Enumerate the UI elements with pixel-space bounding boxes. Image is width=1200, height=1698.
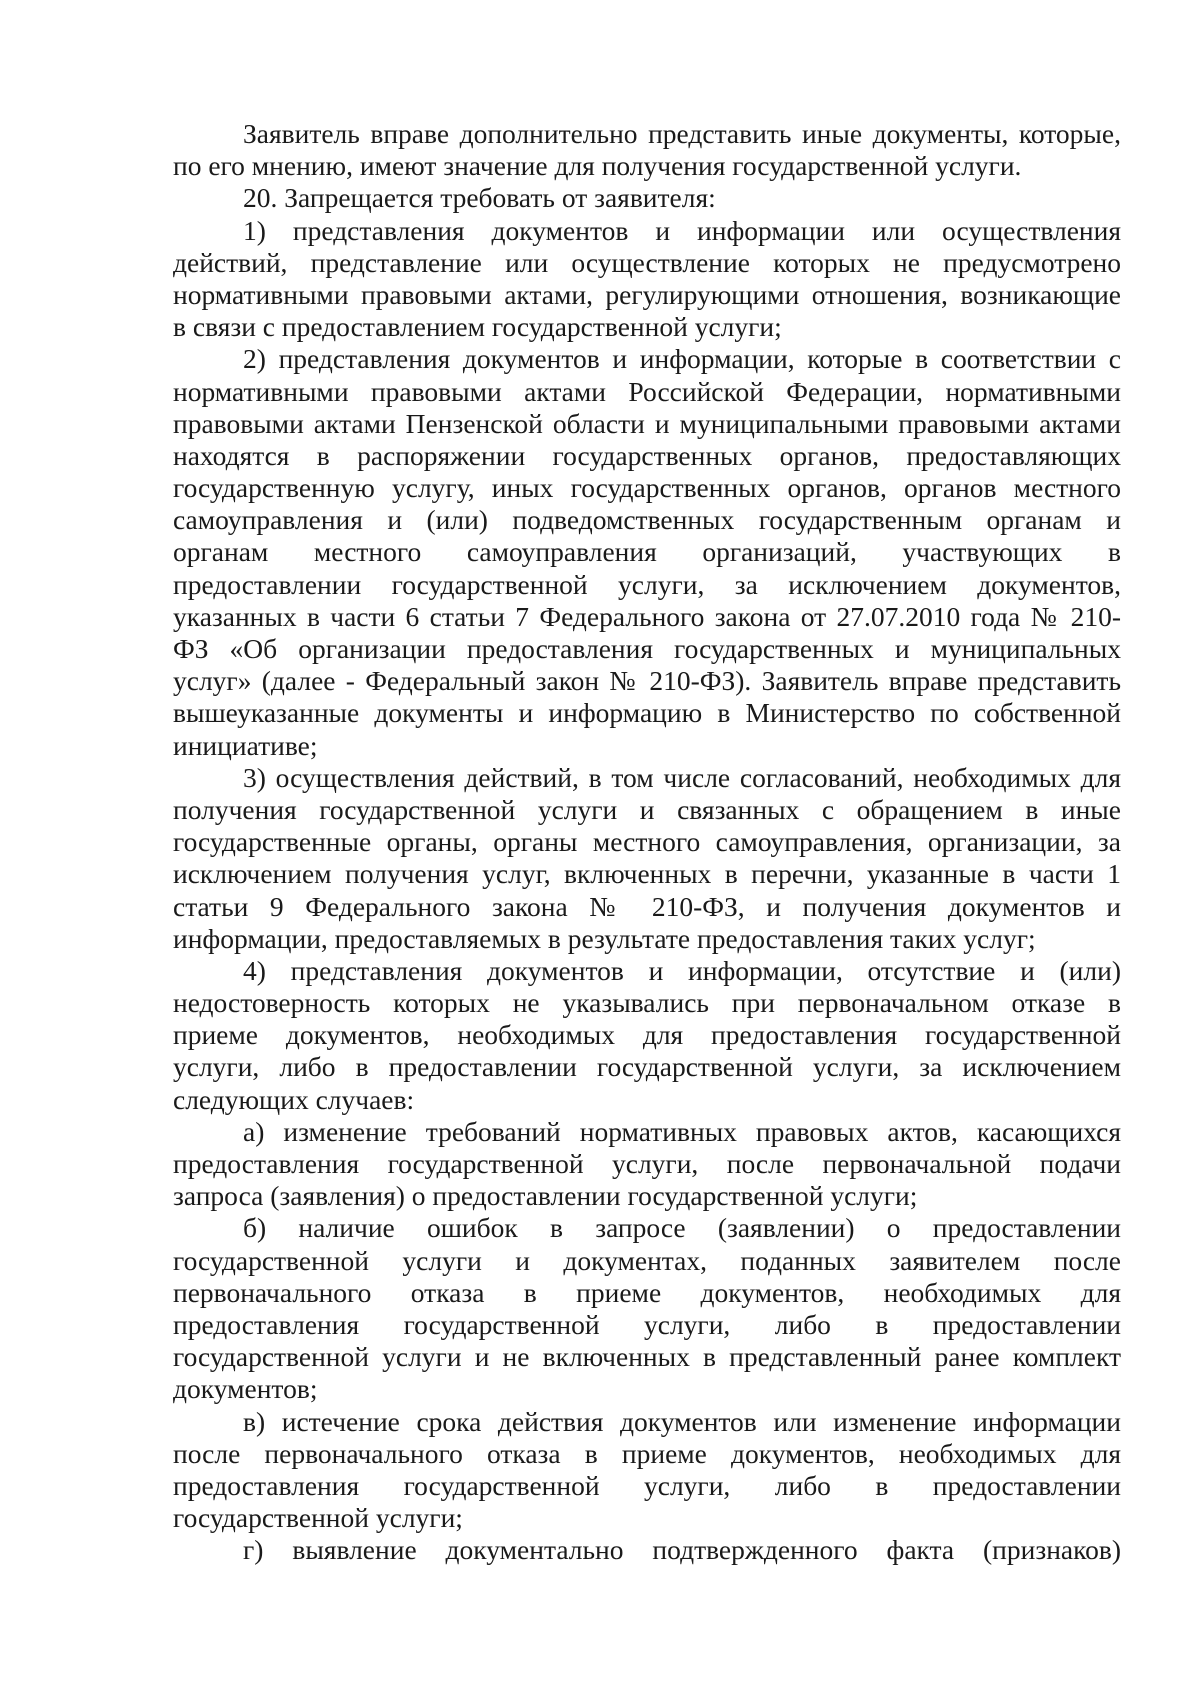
- paragraph: [173, 182, 1121, 214]
- paragraph: [173, 1406, 1121, 1535]
- paragraph: [173, 1534, 1121, 1566]
- text-line: 4) представления документов и информации, отсутствие и (или): [243, 954, 1121, 986]
- text-line: в связи с предоставлением государственной услуги;: [173, 311, 782, 343]
- text-line: государственной услуги и не включенных в представленный ранее комплект: [173, 1341, 1121, 1373]
- text-line: документов;: [173, 1373, 318, 1405]
- text-line: услуг» (далее - Федеральный закон № 210-ФЗ). Заявитель вправе представить: [173, 665, 1121, 697]
- paragraph: [173, 955, 1121, 1116]
- text-line: государственные органы, органы местного самоуправления, организации, за: [173, 826, 1121, 858]
- paragraph: [173, 215, 1121, 344]
- paragraph: [173, 1116, 1121, 1213]
- text-line: инициативе;: [173, 729, 318, 761]
- text-line: государственной услуги и документах, поданных заявителем после: [173, 1244, 1121, 1276]
- text-line: указанных в части 6 статьи 7 Федерального закона от 27.07.2010 года № 210-: [173, 600, 1121, 632]
- text-line: запроса (заявления) о предоставлении государственной услуги;: [173, 1180, 918, 1212]
- text-line: следующих случаев:: [173, 1083, 415, 1115]
- text-line: 1) представления документов и информации или осуществления: [243, 214, 1121, 246]
- text-line: услуги, либо в предоставлении государственной услуги, за исключением: [173, 1051, 1121, 1083]
- paragraph: [173, 118, 1121, 182]
- text-line: исключением получения услуг, включенных в перечни, указанные в части 1: [173, 858, 1121, 890]
- text-line: после первоначального отказа в приеме документов, необходимых для: [173, 1437, 1121, 1469]
- text-line: 20. Запрещается требовать от заявителя:: [243, 182, 716, 214]
- text-line: получения государственной услуги и связанных с обращением в иные: [173, 793, 1121, 825]
- text-line: первоначального отказа в приеме документов, необходимых для: [173, 1276, 1121, 1308]
- text-line: предоставления государственной услуги, после первоначальной подачи: [173, 1148, 1121, 1179]
- text-line: 3) осуществления действий, в том числе согласований, необходимых для: [243, 761, 1121, 793]
- document-body: [173, 118, 1121, 1566]
- text-line: 2) представления документов и информации, которые в соответствии с: [243, 343, 1121, 375]
- text-line: государственной услуги;: [173, 1502, 463, 1534]
- text-line: в) истечение срока действия документов или изменение информации: [243, 1405, 1121, 1437]
- text-line: недостоверность которых не указывались при первоначальном отказе в: [173, 987, 1121, 1019]
- text-line: правовыми актами Пензенской области и муниципальными правовыми актами: [173, 407, 1121, 439]
- text-line: самоуправления и (или) подведомственных государственным органам и: [173, 504, 1121, 536]
- text-line: государственную услугу, иных государственных органов, органов местного: [173, 472, 1121, 504]
- text-line: действий, представление или осуществление которых не предусмотрено: [173, 246, 1121, 278]
- text-line: статьи 9 Федерального закона № 210-ФЗ, и получения документов и: [173, 890, 1121, 922]
- text-line: информации, предоставляемых в результате предоставления таких услуг;: [173, 922, 1036, 954]
- text-line: вышеуказанные документы и информацию в Министерство по собственной: [173, 697, 1121, 729]
- text-line: по его мнению, имеют значение для получения государственной услуги.: [173, 150, 1022, 182]
- paragraph: [173, 1212, 1121, 1405]
- text-line: органам местного самоуправления организаций, участвующих в: [173, 536, 1121, 568]
- text-line: находятся в распоряжении государственных органов, предоставляющих: [173, 439, 1121, 471]
- text-line: предоставлении государственной услуги, за исключением документов,: [173, 568, 1121, 600]
- text-line: предоставления государственной услуги, либо в предоставлении: [173, 1308, 1121, 1340]
- text-line: приеме документов, необходимых для предоставления государственной: [173, 1019, 1121, 1051]
- paragraph: [173, 343, 1121, 761]
- text-line: б) наличие ошибок в запросе (заявлении) о предоставлении: [243, 1212, 1121, 1244]
- text-line: ФЗ «Об организации предоставления государственных и муниципальных: [173, 633, 1121, 664]
- text-line: а) изменение требований нормативных правовых актов, касающихся: [243, 1115, 1121, 1147]
- text-line: г) выявление документально подтвержденного факта (признаков): [243, 1534, 1121, 1566]
- paragraph: [173, 762, 1121, 955]
- text-line: предоставления государственной услуги, либо в предоставлении: [173, 1469, 1121, 1501]
- text-line: Заявитель вправе дополнительно представить иные документы, которые,: [243, 118, 1121, 149]
- text-line: нормативными правовыми актами Российской Федерации, нормативными: [173, 375, 1121, 407]
- text-line: нормативными правовыми актами, регулирующими отношения, возникающие: [173, 278, 1121, 310]
